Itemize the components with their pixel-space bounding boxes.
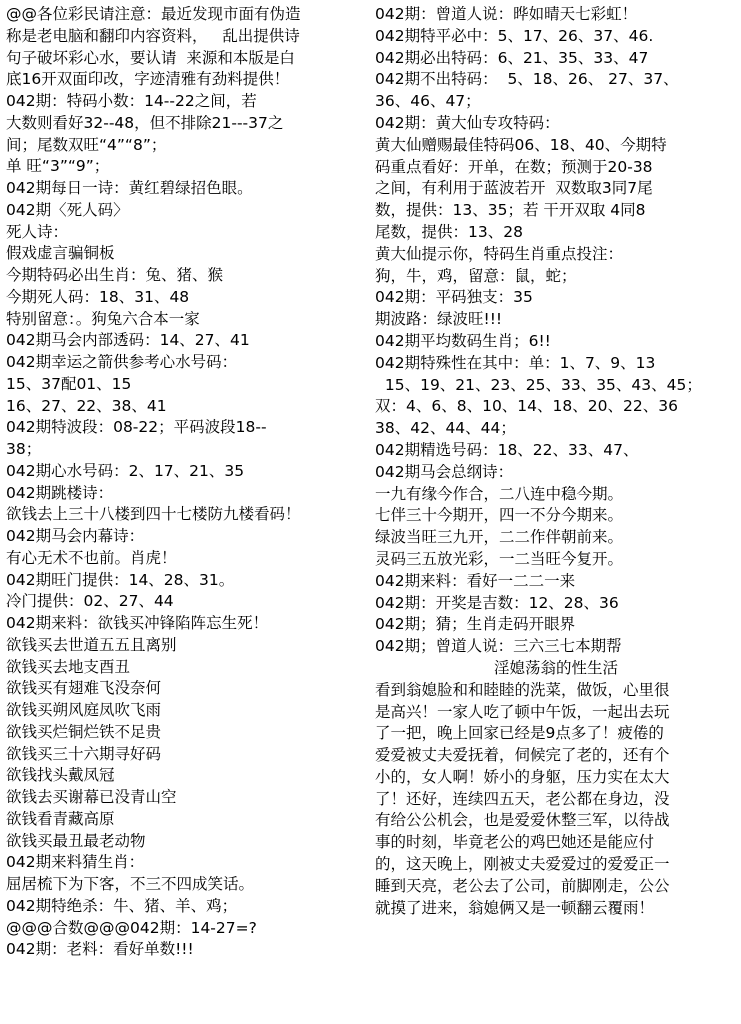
left-text-line: 今期死人码：18、31、48 [6,287,190,306]
right-text-line: 042期：平码独支：35 [375,288,533,307]
left-text-line: 38； [6,440,42,458]
right-text-line: 042期：开奖是吉数：12、28、36 [375,593,619,612]
left-text-line: 15、37配01、15 [6,374,132,393]
story-text-line: 是高兴！一家人吃了顿中午饭，一起出去玩 [375,702,670,721]
right-text-line: 042期平均数码生肖；6!! [375,331,551,350]
right-text-line: 黄大仙赠赐最佳特码06、18、40、今期特 [375,135,667,154]
right-text-line: 15、19、21、23、25、33、35、43、45； [375,375,702,394]
left-text-line: 大数则看好32--48，但不排除21---37之 [6,113,284,132]
left-text-line: 042期每日一诗：黄红碧绿招色眼。 [6,179,253,197]
left-text-line: @@@合数@@@042期：14-27=? [6,918,257,937]
right-text-line: 042期；猜；生肖走码开眼界 [375,615,576,634]
right-text-line: 042期特平必中：5、17、26、37、46. [375,26,654,45]
left-text-line: 死人诗： [6,222,69,241]
left-text-line: 欲钱买有翅难飞没奈何 [6,679,162,698]
right-text-line: 尾数，提供：13、28 [375,222,523,241]
left-text-line: 句子破坏彩心水，要认请 来源和本版是白 [6,48,295,67]
right-column-lines [375,4,737,658]
right-text-line: 七伴三十今期开，四一不分今期来。 [375,506,624,525]
left-text-line: 欲钱买烂铜烂铁不足贵 [6,722,162,741]
right-text-line: 042期；曾道人说：三六三七本期帮 [375,637,622,656]
story-body [375,680,737,920]
left-column [6,4,368,961]
right-text-line: 042期精选号码：18、22、33、47、 [375,440,639,459]
story-text-line: 了！还好，连续四五天，老公都在身边，没 [375,789,670,808]
left-text-line: 屈居梳下为下客，不三不四成笑话。 [6,875,255,893]
left-text-line: 042期跳楼诗： [6,483,114,502]
left-text-line: 假戏虚言骗铜板 [6,244,115,263]
story-text-line: 有给公公机会，也是爱爱休整三军，以待战 [375,811,670,830]
left-text-line: 欲钱买朔风庭凤吹飞雨 [6,701,162,719]
left-text-line: 042期：特码小数：14--22之间，若 [6,92,257,110]
left-text-line: 有心无术不也前。肖虎！ [6,548,177,567]
right-column [375,4,737,919]
story-text-line: 爱爱被丈夫爱抚着，伺候完了老的，还有个 [375,746,670,765]
left-text-line: 042期：老料：看好单数!!! [6,940,194,959]
story-text-line: 的，这天晚上，刚被丈夫爱爱过的爱爱正一 [375,855,670,874]
right-text-line: 042期不出特码： 5、18、26、 27、37、 [375,70,679,89]
left-text-line: @@各位彩民请注意：最近发现市面有伪造 [6,5,301,23]
right-text-line: 042期：黄大仙专攻特码： [375,113,560,132]
right-text-line: 38、42、44、44； [375,419,516,438]
left-text-line: 042期来料：欲钱买冲锋陷阵忘生死！ [6,614,269,632]
right-text-line: 码重点看好：开单，在数；预测于20-38 [375,157,653,176]
right-text-line: 绿波当旺三九开，二二作伴朝前来。 [375,528,624,547]
right-text-line: 042期：曾道人说：晔如晴天七彩虹！ [375,5,638,23]
right-text-line: 狗，牛，鸡，留意：鼠，蛇； [375,266,577,285]
left-text-line: 欲钱买最丑最老动物 [6,831,146,850]
story-title: 淫媳荡翁的性生活 [493,658,618,677]
left-text-line: 欲钱买去地支酉丑 [6,657,131,676]
right-text-line: 之间，有利用于蓝波若开 双数取3同7尾 [375,179,653,198]
left-text-line: 欲钱买三十六期寻好码 [6,744,162,763]
left-text-line: 042期幸运之箭供参考心水号码： [6,353,238,371]
left-text-line: 间；尾数双旺“4”“8”； [6,135,167,154]
left-text-line: 欲钱看青藏高原 [6,809,115,828]
left-text-line: 042期马会内部透码：14、27、41 [6,331,250,350]
right-text-line: 双：4、6、8、10、14、18、20、22、36 [375,397,678,416]
right-text-line: 042期必出特码：6、21、35、33、47 [375,48,649,67]
story-text-line: 看到翁媳脸和和睦睦的洗菜，做饭，心里很 [375,680,670,699]
story-text-line: 就摸了进来，翁媳俩又是一顿翻云覆雨！ [375,898,655,917]
left-text-line: 042期旺门提供：14、28、31。 [6,570,235,589]
right-text-line: 数，提供：13、35；若 干开双取 4同8 [375,201,646,220]
right-text-line: 黄大仙提示你，特码生肖重点投注： [375,244,624,263]
right-text-line: 36、46、47； [375,92,481,111]
left-text-line: 欲钱去上三十八楼到四十七楼防九楼看码！ [6,505,301,524]
story-text-line: 小的，女人啊！娇小的身躯，压力实在太大 [375,767,670,786]
right-text-line: 灵码三五放光彩，一二当旺今复开。 [375,549,624,568]
left-text-line: 底16开双面印改，字迹清雅有劲料提供！ [6,70,290,89]
left-text-line: 042期心水号码：2、17、21、35 [6,461,245,480]
left-text-line: 冷门提供：02、27、44 [6,592,174,611]
right-text-line: 一九有缘今作合，二八连中稳今期。 [375,484,624,503]
left-text-line: 欲钱去买谢幕已没青山空 [6,788,177,806]
left-text-line: 特别留意：。狗兔六合本一家 [6,309,200,328]
left-text-line: 欲钱找头戴凤冠 [6,766,115,785]
left-text-line: 042期特波段：08-22；平码波段18-- [6,418,267,437]
left-text-line: 单 旺“3”“9”； [6,157,110,176]
left-text-line: 16、27、22、38、41 [6,396,167,415]
left-text-line: 今期特码必出生肖：兔、猪、猴 [6,266,224,284]
left-text-line: 042期来料猜生肖： [6,853,145,872]
left-text-line: 欲钱买去世道五五且离别 [6,635,177,654]
left-text-line: 042期特绝杀：牛、猪、羊、鸡； [6,896,238,915]
story-text-line: 睡到天亮，老公去了公司，前脚刚走，公公 [375,876,670,895]
story-text-line: 了一把，晚上回家已经是9点多了！疲倦的 [375,724,664,743]
story-text-line: 事的时刻，毕竟老公的鸡巴她还是能应付 [375,833,655,852]
left-text-line: 042期〈死人码〉 [6,200,129,219]
left-text-line: 称是老电脑和翻印内容资料， 乱出提供诗 [6,26,300,45]
right-text-line: 042期马会总纲诗： [375,462,514,481]
right-text-line: 期波路：绿波旺!!! [375,310,503,329]
left-text-line: 042期马会内幕诗： [6,527,145,545]
right-text-line: 042期来料：看好一二二一来 [375,571,576,590]
right-text-line: 042期特殊性在其中：单：1、7、9、13 [375,353,656,372]
